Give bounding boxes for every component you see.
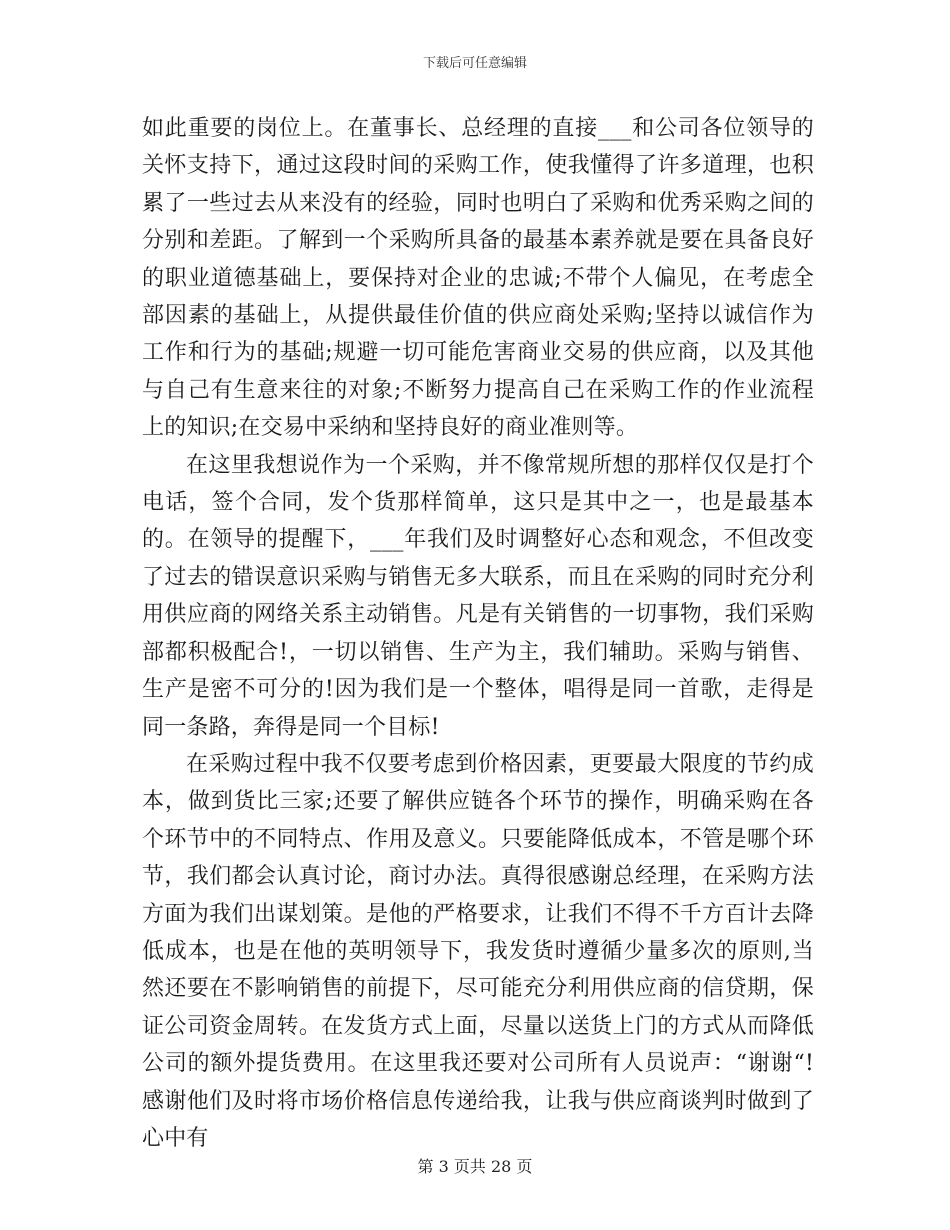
- document-body: [142, 110, 814, 1157]
- paragraph-3: 在采购过程中我不仅要考虑到价格因素，更要最大限度的节约成本，做到货比三家;还要了解供应链各个环节的操作，明确采购在各个环节中的不同特点、作用及意义。只要能降低成本，不管是哪个环节，我们都会认真讨论，商讨办法。真得很感谢总经理，在采购方法方面为我们出谋划策。是他的严格要求，让我们不得不千方百计去降低成本，也是在他的英明领导下，我发货时遵循少量多次的原则,当然还要在不影响销售的前提下，尽可能充分利用供应商的信贷期，保证公司资金周转。在发货方式上面，尽量以送货上门的方式从而降低公司的额外提货费用。在这里我还要对公司所有人员说声：“谢谢“!感谢他们及时将市场价格信息传递给我，让我与供应商谈判时做到了心中有: [142, 751, 814, 1151]
- page-header: 下载后可任意编辑: [422, 56, 527, 71]
- paragraph-2: 在这里我想说作为一个采购，并不像常规所想的那样仅仅是打个电话，签个合同，发个货那样简单，这只是其中之一，也是最基本的。在领导的提醒下，___年我们及时调整好心态和观念，不但改变了过去的错误意识采购与销售无多大联系，而且在采购的同时充分利用供应商的网络关系主动销售。凡是有关销售的一切事物，我们采购部都积极配合!，一切以销售、生产为主，我们辅助。采购与销售、生产是密不可分的!因为我们是一个整体，唱得是同一首歌，走得是同一条路，奔得是同一个目标!: [142, 452, 814, 740]
- paragraph-1: 如此重要的岗位上。在董事长、总经理的直接___和公司各位领导的关怀支持下，通过这段时间的采购工作，使我懂得了许多道理，也积累了一些过去从来没有的经验，同时也明白了采购和优秀采购之间的分别和差距。了解到一个采购所具备的最基本素养就是要在具备良好的职业道德基础上，要保持对企业的忠诚;不带个人偏见，在考虑全部因素的基础上，从提供最佳价值的供应商处采购;坚持以诚信作为工作和行为的基础;规避一切可能危害商业交易的供应商，以及其他与自己有生意来往的对象;不断努力提高自己在采购工作的作业流程上的知识;在交易中采纳和坚持良好的商业准则等。: [142, 116, 814, 441]
- page-number-footer: 第 3 页共 28 页: [417, 1157, 533, 1176]
